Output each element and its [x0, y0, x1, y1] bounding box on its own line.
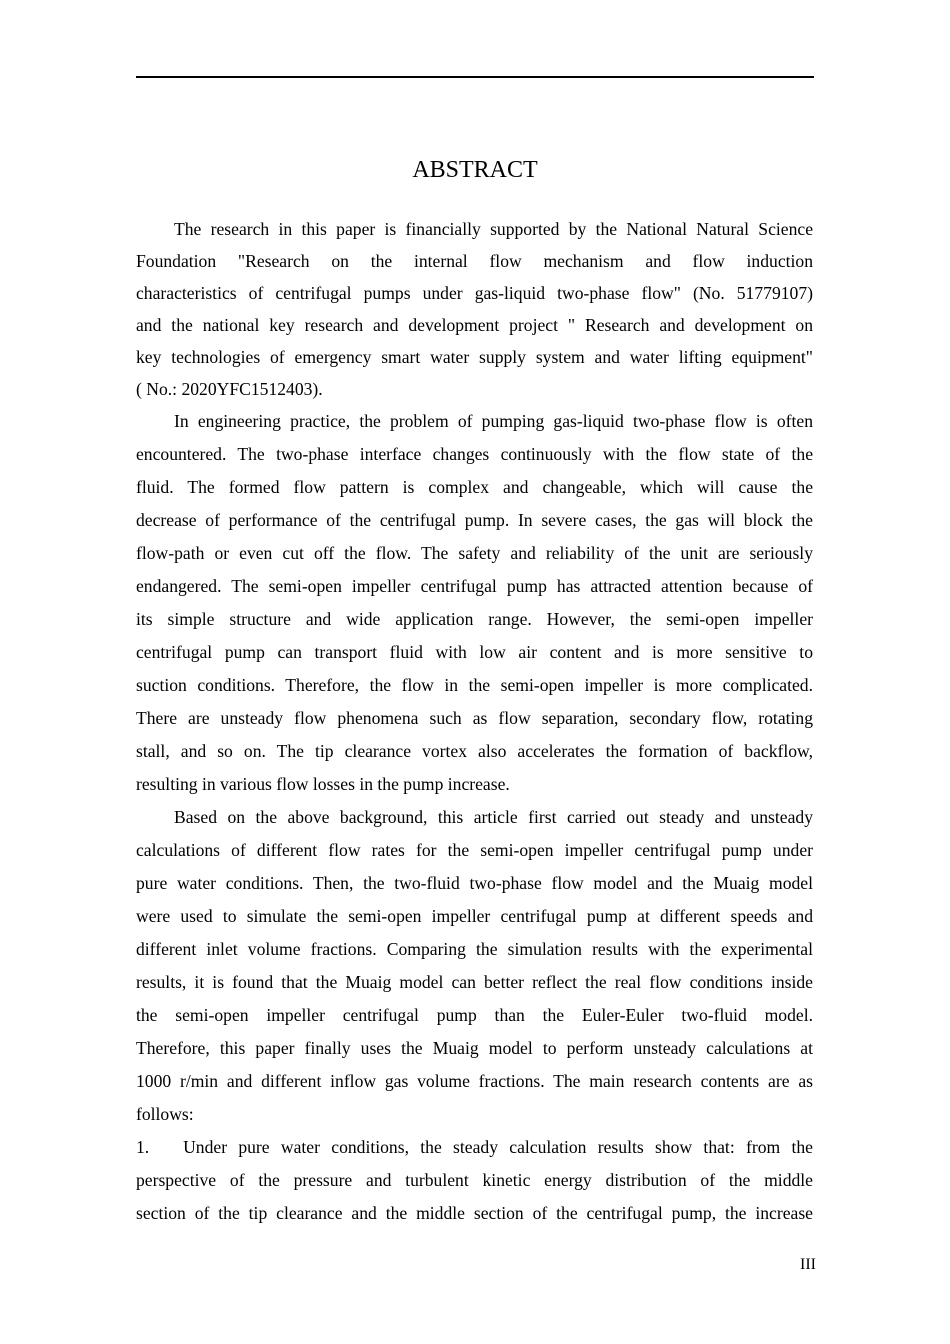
page-title: ABSTRACT: [412, 157, 538, 183]
text-line: 1. Under pure water conditions, the steady calculation results show that: from the: [136, 1137, 813, 1157]
header-rule: [136, 76, 814, 78]
text-line: There are unsteady flow phenomena such as flow separation, secondary flow, rotating: [136, 708, 813, 728]
text-line: follows:: [136, 1104, 194, 1124]
text-line: Foundation "Research on the internal flow mechanism and flow induction: [136, 251, 813, 271]
paragraph-funding: [136, 213, 813, 405]
text-line: 1000 r/min and different inflow gas volume fractions. The main research contents are as: [136, 1071, 813, 1091]
text-line: decrease of performance of the centrifugal pump. In severe cases, the gas will block the: [136, 510, 813, 530]
text-line: ( No.: 2020YFC1512403).: [136, 379, 323, 399]
text-line: suction conditions. Therefore, the flow in the semi-open impeller is more complicated.: [136, 675, 813, 695]
text-line: different inlet volume fractions. Comparing the simulation results with the experimental: [136, 939, 813, 959]
text-line: The research in this paper is financially supported by the National Natural Science: [174, 219, 813, 239]
text-line: its simple structure and wide application range. However, the semi-open impeller: [136, 609, 813, 629]
text-line: endangered. The semi-open impeller centrifugal pump has attracted attention because of: [136, 576, 813, 596]
text-line: and the national key research and development project " Research and development on: [136, 315, 813, 335]
text-line: were used to simulate the semi-open impeller centrifugal pump at different speeds and: [136, 906, 813, 926]
paragraph-background: [136, 405, 813, 801]
text-line: the semi-open impeller centrifugal pump than the Euler-Euler two-fluid model.: [136, 1005, 813, 1025]
text-line: section of the tip clearance and the middle section of the centrifugal pump, the increase: [136, 1203, 813, 1223]
text-line: resulting in various flow losses in the pump increase.: [136, 774, 510, 794]
text-line: results, it is found that the Muaig model can better reflect the real flow conditions inside: [136, 972, 813, 992]
text-line: fluid. The formed flow pattern is complex and changeable, which will cause the: [136, 477, 813, 497]
page-number: III: [800, 1256, 816, 1273]
text-line: Based on the above background, this article first carried out steady and unsteady: [174, 807, 813, 827]
text-line: characteristics of centrifugal pumps under gas-liquid two-phase flow" (No. 51779107): [136, 283, 813, 303]
text-line: stall, and so on. The tip clearance vortex also accelerates the formation of backflow,: [136, 741, 813, 761]
text-line: perspective of the pressure and turbulent kinetic energy distribution of the middle: [136, 1170, 813, 1190]
text-line: centrifugal pump can transport fluid with low air content and is more sensitive to: [136, 642, 813, 662]
text-line: key technologies of emergency smart water supply system and water lifting equipment": [136, 347, 813, 367]
text-line: In engineering practice, the problem of pumping gas-liquid two-phase flow is often: [174, 411, 813, 431]
text-line: flow-path or even cut off the flow. The safety and reliability of the unit are seriously: [136, 543, 813, 563]
text-line: pure water conditions. Then, the two-fluid two-phase flow model and the Muaig model: [136, 873, 813, 893]
text-line: calculations of different flow rates for the semi-open impeller centrifugal pump under: [136, 840, 813, 860]
text-line: encountered. The two-phase interface changes continuously with the flow state of the: [136, 444, 813, 464]
paragraph-methods: [136, 801, 813, 1131]
text-line: Therefore, this paper finally uses the Muaig model to perform unsteady calculations at: [136, 1038, 813, 1058]
list-item-1: [136, 1131, 813, 1230]
